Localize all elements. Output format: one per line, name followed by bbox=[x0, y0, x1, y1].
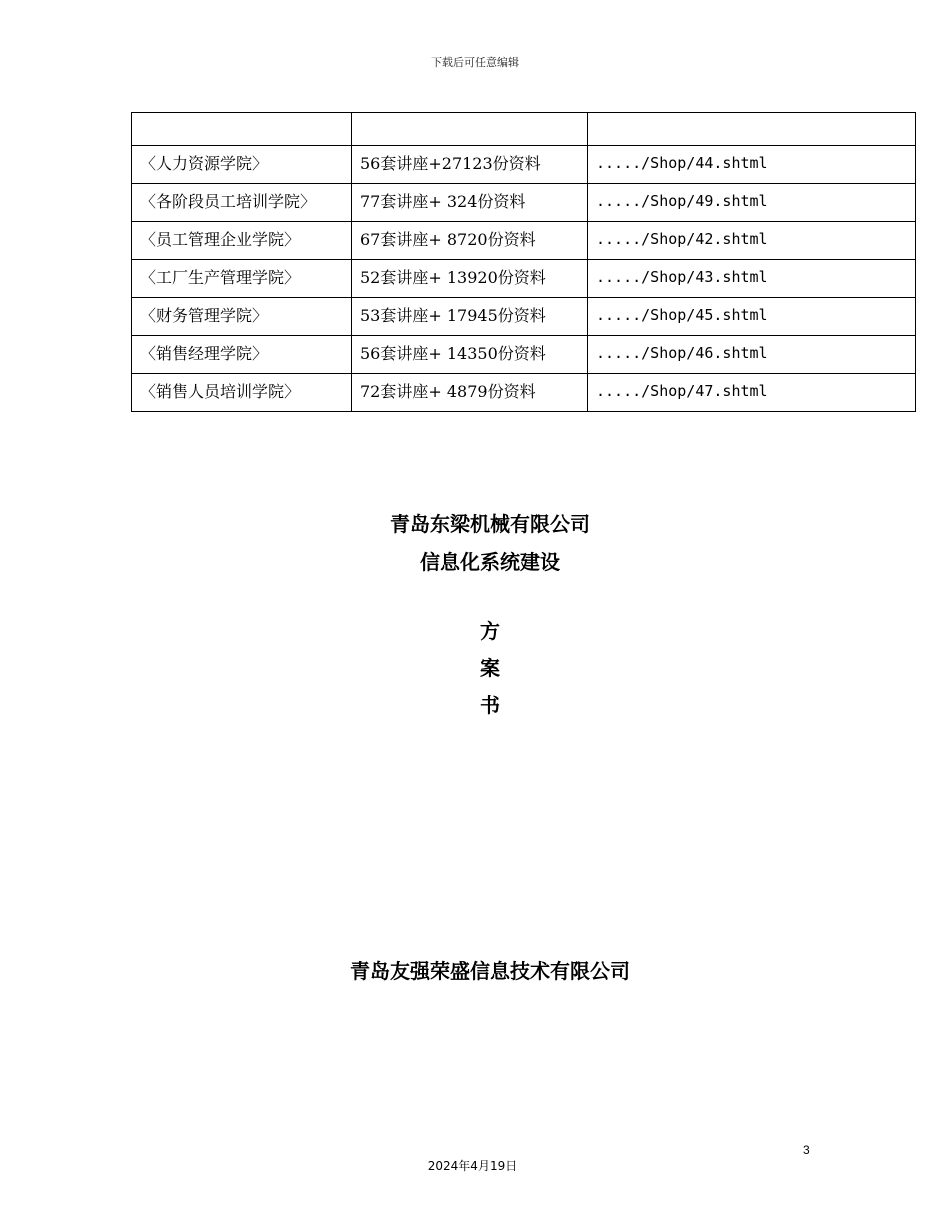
table-header-cell bbox=[132, 113, 352, 146]
shop-link[interactable]: ...../Shop/42.shtml bbox=[588, 222, 916, 260]
academy-name: 〈工厂生产管理学院〉 bbox=[132, 260, 352, 298]
table-header-row bbox=[132, 113, 916, 146]
plan-title-char: 方 bbox=[480, 619, 500, 643]
table-row bbox=[132, 260, 916, 298]
plan-title-char: 书 bbox=[480, 693, 500, 717]
resource-count: 56套讲座+ 14350份资料 bbox=[352, 336, 588, 374]
resource-count: 72套讲座+ 4879份资料 bbox=[352, 374, 588, 412]
vendor-title: 青岛友强荣盛信息技术有限公司 bbox=[350, 959, 630, 983]
resource-count: 53套讲座+ 17945份资料 bbox=[352, 298, 588, 336]
project-title: 信息化系统建设 bbox=[420, 550, 560, 574]
page-date: 2024年4月19日 bbox=[427, 1159, 518, 1173]
academy-name: 〈员工管理企业学院〉 bbox=[132, 222, 352, 260]
table-row bbox=[132, 184, 916, 222]
plan-title-char: 案 bbox=[480, 656, 500, 680]
academy-name: 〈人力资源学院〉 bbox=[132, 146, 352, 184]
academy-name: 〈销售经理学院〉 bbox=[132, 336, 352, 374]
resource-count: 67套讲座+ 8720份资料 bbox=[352, 222, 588, 260]
resource-count: 56套讲座+27123份资料 bbox=[352, 146, 588, 184]
table-row bbox=[132, 222, 916, 260]
table-row bbox=[132, 146, 916, 184]
shop-link[interactable]: ...../Shop/47.shtml bbox=[588, 374, 916, 412]
table-row bbox=[132, 374, 916, 412]
table-header-cell bbox=[352, 113, 588, 146]
academy-name: 〈财务管理学院〉 bbox=[132, 298, 352, 336]
shop-link[interactable]: ...../Shop/44.shtml bbox=[588, 146, 916, 184]
shop-link[interactable]: ...../Shop/46.shtml bbox=[588, 336, 916, 374]
shop-link[interactable]: ...../Shop/49.shtml bbox=[588, 184, 916, 222]
table-row bbox=[132, 336, 916, 374]
page-number: 3 bbox=[803, 1143, 810, 1157]
table-header-cell bbox=[588, 113, 916, 146]
shop-link[interactable]: ...../Shop/43.shtml bbox=[588, 260, 916, 298]
page-header: 下载后可任意编辑 bbox=[431, 56, 519, 69]
academy-name: 〈各阶段员工培训学院〉 bbox=[132, 184, 352, 222]
table-row bbox=[132, 298, 916, 336]
company-title: 青岛东梁机械有限公司 bbox=[390, 512, 590, 536]
resource-count: 52套讲座+ 13920份资料 bbox=[352, 260, 588, 298]
resource-table bbox=[131, 112, 916, 412]
academy-name: 〈销售人员培训学院〉 bbox=[132, 374, 352, 412]
shop-link[interactable]: ...../Shop/45.shtml bbox=[588, 298, 916, 336]
resource-count: 77套讲座+ 324份资料 bbox=[352, 184, 588, 222]
